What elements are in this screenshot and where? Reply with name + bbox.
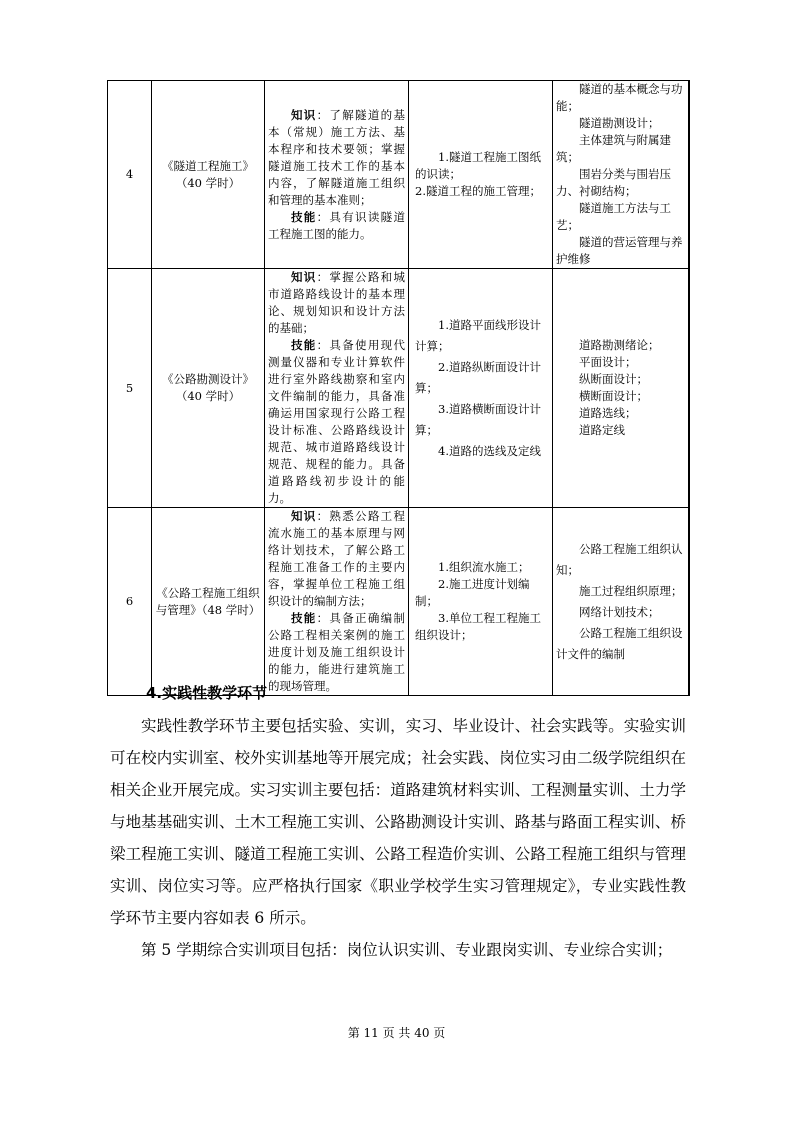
goal-knowledge	[268, 107, 405, 209]
row-number: 6	[108, 508, 152, 696]
knowledge-label: 知识	[291, 509, 317, 523]
row-number: 5	[108, 269, 152, 508]
skill-label: 技能	[291, 209, 317, 224]
teach-item: 隧道的营运管理与养护维修	[556, 235, 683, 266]
teach-item: 公路工程施工组织设计文件的编制	[556, 625, 683, 661]
page-footer: 第 11 页 共 40 页	[347, 1026, 446, 1040]
content-item: 1.组织流水施工；	[438, 560, 530, 574]
course-table	[107, 80, 690, 696]
course-name	[152, 269, 265, 508]
teaching-content	[553, 508, 689, 696]
course-hours: （40 学时）	[175, 175, 241, 190]
course-name	[152, 81, 265, 269]
content-item: 1.隧道工程施工图纸的识读；	[415, 150, 541, 181]
teach-item: 网络计划技术；	[579, 604, 660, 619]
skill-text: ：具备正确编制公路工程相关案例的施工进度计划及施工组织设计的能力，能进行建筑施工的现场管理。	[268, 611, 405, 693]
knowledge-text: ：了解隧道的基本（常规）施工方法、基本程序和技术要领；掌握隧道施工技术工作的基本内容，了解隧道施工组织和管理的基本准则；	[268, 107, 405, 207]
teaching-content	[553, 81, 689, 269]
table-row	[108, 81, 689, 269]
teach-item: 道路勘测绪论；	[579, 338, 660, 352]
teach-item: 纵断面设计；	[579, 372, 648, 386]
paragraph: 第 5 学期综合实训项目包括：岗位认识实训、专业跟岗实训、专业综合实训；	[141, 941, 673, 959]
skill-label: 技能	[291, 611, 317, 625]
course-hours: （40 学时）	[175, 389, 241, 403]
course-goal	[265, 269, 409, 508]
teach-item: 道路定线	[579, 423, 625, 437]
course-content	[409, 81, 553, 269]
content-item: 2.施工进度计划编制；	[415, 577, 530, 608]
row-number: 4	[108, 81, 152, 269]
course-title: 《公路勘测设计》	[162, 372, 254, 386]
course-title: 《公路工程施工组织与管理》（48 学时）	[155, 585, 261, 617]
knowledge-label: 知识	[291, 107, 317, 122]
teach-item: 公路工程施工组织认知；	[556, 541, 683, 577]
content-item: 4.道路的选线及定线	[438, 443, 541, 458]
teach-item: 围岩分类与围岩压力、衬砌结构；	[556, 167, 671, 198]
paragraph: 实践性教学环节主要包括实验、实训，实习、毕业设计、社会实践等。实验实训可在校内实训室、校外实训基地等开展完成；社会实践、岗位实习由二级学院组织在相关企业开展完成。实习实训主要包括：道路建筑材料实训、工程测量实训、土力学与地基基础实训、土木工程施工实训、公路勘测设计实训、路基与路面工程实训、桥梁工程施工实训、隧道工程施工实训、公路工程造价实训、公路工程施工组织与管理实训、岗位实习等。应严格执行国家《职业学校学生实习管理规定》，专业实践性教学环节主要内容如表 6 所示。	[110, 717, 686, 927]
goal-knowledge	[268, 508, 405, 610]
skill-label: 技能	[291, 338, 317, 352]
course-content	[409, 269, 553, 508]
teach-item: 道路选线；	[579, 406, 637, 420]
table-row	[108, 508, 689, 696]
teach-item: 主体建筑与附属建筑；	[556, 133, 671, 164]
teach-item: 隧道的基本概念与功能；	[556, 82, 683, 113]
goal-skill	[268, 337, 405, 507]
table-row	[108, 269, 689, 508]
skill-text: ：具备使用现代测量仪器和专业计算软件进行室外路线勘察和室内文件编制的能力，具备准确运用国家现行公路工程设计标准、公路路线设计规范、城市道路路线设计规范、规程的能力。具备道路路线初步设计的能力。	[268, 338, 405, 505]
teach-item: 施工过程组织原理；	[579, 583, 683, 598]
knowledge-label: 知识	[291, 270, 317, 284]
teach-item: 平面设计；	[579, 355, 637, 369]
section-heading: 4.实践性教学环节	[146, 684, 268, 702]
course-goal	[265, 81, 409, 269]
skill-text: ：具有识读隧道工程施工图的能力。	[268, 209, 405, 241]
course-title: 《隧道工程施工》	[162, 158, 254, 173]
content-item: 3.单位工程工程施工组织设计；	[415, 611, 541, 642]
teach-item: 横断面设计；	[579, 389, 648, 403]
goal-knowledge	[268, 269, 405, 337]
course-goal	[265, 508, 409, 696]
content-item: 2.道路纵断面设计计算；	[415, 359, 541, 395]
goal-skill	[268, 209, 405, 243]
knowledge-text: ：熟悉公路工程流水施工的基本原理与网络计划技术，了解公路工程施工准备工作的主要内容，掌握单位工程施工组织设计的编制方法；	[268, 509, 405, 608]
teach-item: 隧道勘测设计；	[579, 116, 660, 130]
course-content	[409, 508, 553, 696]
content-item: 2.隧道工程的施工管理；	[415, 184, 541, 198]
content-item: 3.道路横断面设计计算；	[415, 401, 541, 437]
goal-skill	[268, 610, 405, 695]
section-body	[110, 710, 686, 966]
teaching-content	[553, 269, 689, 508]
course-name	[152, 508, 265, 696]
teach-item: 隧道施工方法与工艺；	[556, 201, 671, 232]
content-item: 1.道路平面线形设计计算；	[415, 317, 541, 353]
knowledge-text: ：掌握公路和城市道路路线设计的基本理论、规划知识和设计方法的基础；	[268, 270, 405, 335]
